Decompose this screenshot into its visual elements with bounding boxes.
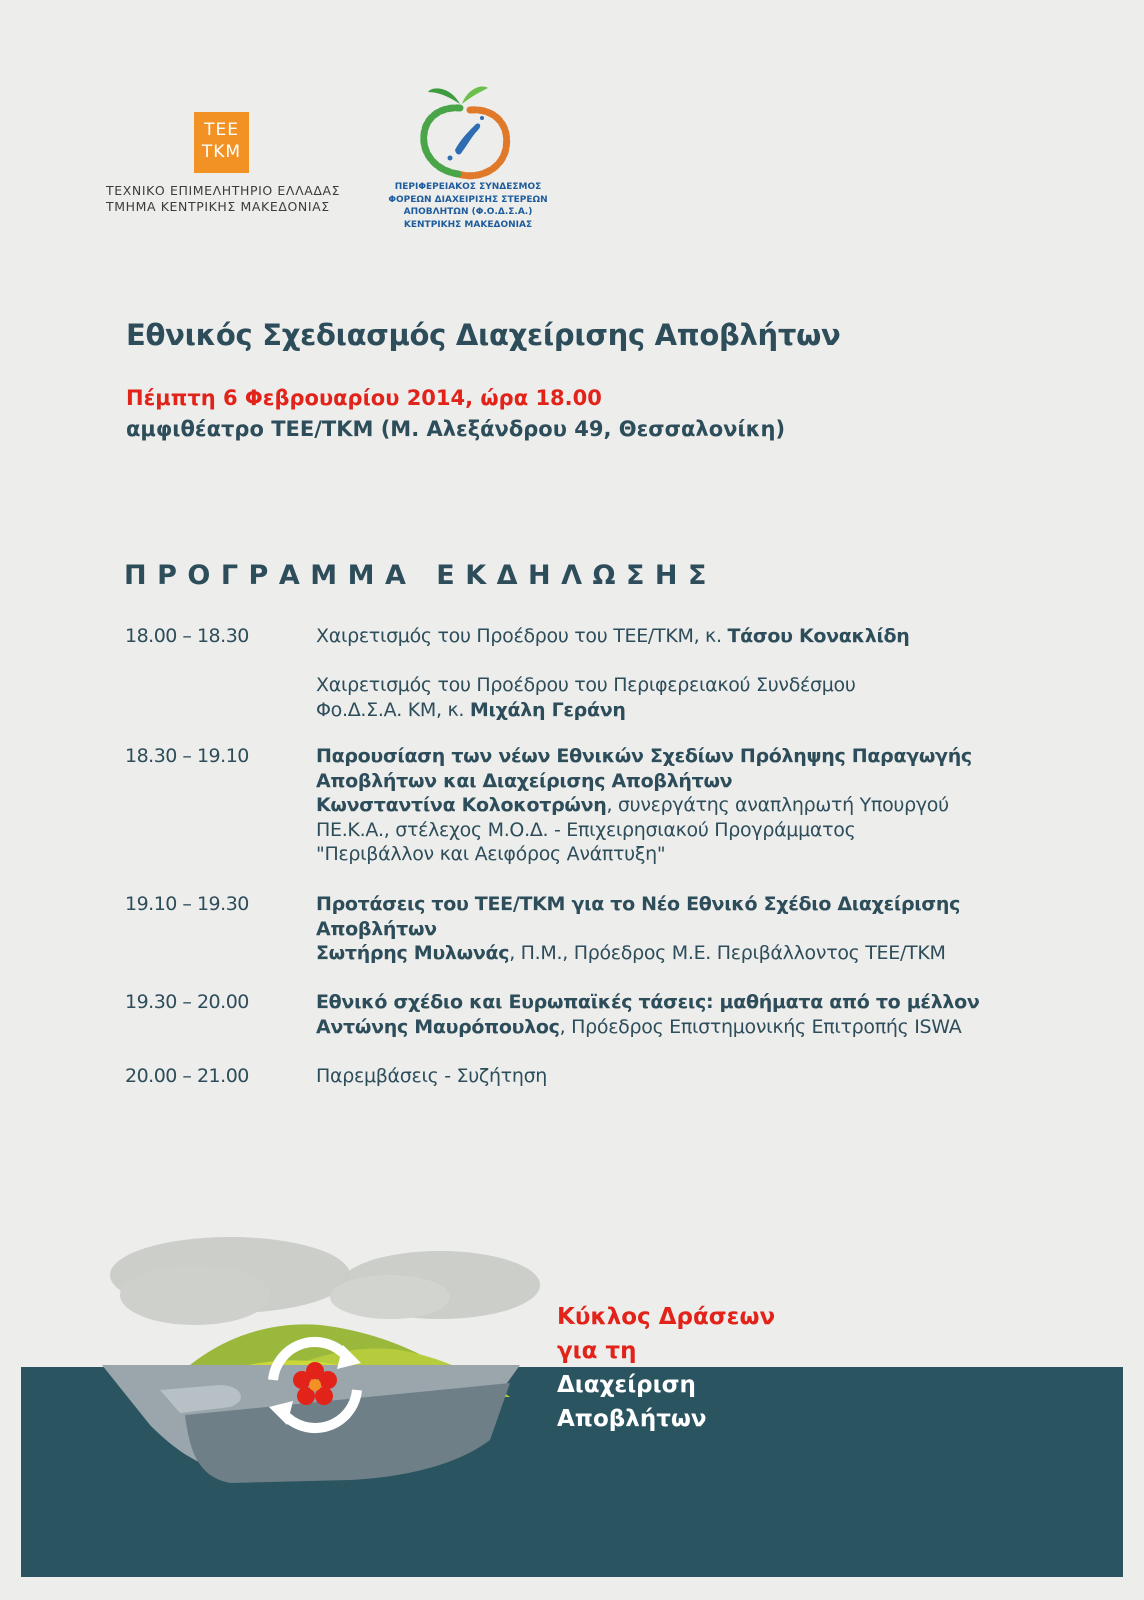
speaker-name: Σωτήρης Μυλωνάς: [316, 942, 510, 964]
speaker-name: Τάσου Κονακλίδη: [727, 625, 910, 647]
program-item: [316, 744, 972, 867]
tee-caption: [106, 183, 346, 215]
event-title: Εθνικός Σχεδιασμός Διαχείρισης Αποβλήτων: [126, 318, 841, 352]
recycling-illustration-icon: [90, 1225, 550, 1515]
program-item-text: Φο.Δ.Σ.Α. ΚΜ, κ.: [316, 698, 470, 721]
program-time: 18.30 – 19.10: [125, 745, 249, 767]
program-time: 18.00 – 18.30: [125, 625, 249, 647]
campaign-title-line3: Διαχείριση: [557, 1372, 696, 1398]
program-time: 19.10 – 19.30: [125, 893, 249, 915]
talk-title: Παρουσίαση των νέων Εθνικών Σχεδίων Πρόληψης Παραγωγής: [316, 745, 972, 767]
tee-logo: [194, 112, 249, 173]
tee-caption-line2: ΤΜΗΜΑ ΚΕΝΤΡΙΚΗΣ ΜΑΚΕΔΟΝΙΑΣ: [106, 199, 330, 214]
campaign-title-line4: Αποβλήτων: [557, 1406, 707, 1432]
program-heading: ΠΡΟΓΡΑΜΜΑ ΕΚΔΗΛΩΣΗΣ: [124, 560, 717, 591]
speaker-role: , Πρόεδρος Επιστημονικής Επιτροπής ISWA: [559, 1015, 962, 1038]
program-time: 20.00 – 21.00: [125, 1065, 249, 1087]
event-date: Πέμπτη 6 Φεβρουαρίου 2014, ώρα 18.00: [126, 386, 602, 410]
talk-title: Εθνικό σχέδιο και Ευρωπαϊκές τάσεις: μαθήματα από το μέλλον: [316, 991, 980, 1013]
program-item: [316, 1064, 956, 1089]
campaign-title-line2: για τη: [557, 1338, 637, 1364]
program-item: [316, 990, 980, 1039]
tee-caption-line1: ΤΕΧΝΙΚΟ ΕΠΙΜΕΛΗΤΗΡΙΟ ΕΛΛΑΔΑΣ: [106, 183, 341, 198]
fodsa-caption-line1: ΠΕΡΙΦΕΡΕΙΑΚΟΣ ΣΥΝΔΕΣΜΟΣ: [394, 182, 542, 192]
program-item: [316, 673, 956, 722]
program-item-text: Παρεμβάσεις - Συζήτηση: [316, 1065, 548, 1087]
fodsa-logo-icon: [410, 80, 525, 185]
tee-logo-line1: TEE: [204, 120, 239, 140]
speaker-name: Κωνσταντίνα Κολοκοτρώνη: [316, 794, 607, 816]
program-item-text: Χαιρετισμός του Προέδρου του Περιφερειακού Συνδέσμου: [316, 674, 856, 696]
talk-title: Αποβλήτων και Διαχείρισης Αποβλήτων: [316, 769, 733, 792]
fodsa-caption-line2: ΦΟΡΕΩΝ ΔΙΑΧΕΙΡΙΣΗΣ ΣΤΕΡΕΩΝ: [388, 194, 548, 205]
speaker-role: ΠΕ.Κ.Α., στέλεχος Μ.Ο.Δ. - Επιχειρησιακού Προγράμματος: [316, 818, 856, 841]
fodsa-caption-line3: ΑΠΟΒΛΗΤΩΝ (Φ.Ο.Δ.Σ.Α.): [403, 207, 533, 217]
talk-title: Αποβλήτων: [316, 917, 437, 940]
talk-title: Προτάσεις του ΤΕΕ/ΤΚΜ για το Νέο Εθνικό Σχέδιο Διαχείρισης: [316, 893, 961, 915]
speaker-role: , συνεργάτης αναπληρωτή Υπουργού: [606, 794, 949, 816]
speaker-name: Μιχάλη Γεράνη: [469, 698, 626, 721]
campaign-title: [557, 1300, 775, 1436]
program-item-text: Χαιρετισμός του Προέδρου του ΤΕΕ/ΤΚΜ, κ.: [316, 625, 728, 647]
speaker-name: Αντώνης Μαυρόπουλος: [316, 1015, 560, 1038]
tee-logo-line2: TKM: [201, 142, 242, 162]
fodsa-caption: [378, 181, 558, 231]
program-time: 19.30 – 20.00: [125, 991, 249, 1013]
fodsa-caption-line4: ΚΕΝΤΡΙΚΗΣ ΜΑΚΕΔΟΝΙΑΣ: [403, 219, 533, 230]
campaign-title-line1: Κύκλος Δράσεων: [557, 1304, 776, 1330]
speaker-role: "Περιβάλλον και Αειφόρος Ανάπτυξη": [316, 843, 666, 865]
program-item: [316, 624, 956, 649]
speaker-role: , Π.Μ., Πρόεδρος Μ.Ε. Περιβάλλοντος ΤΕΕ/ΤΚΜ: [509, 942, 946, 964]
event-venue: αμφιθέατρο ΤΕΕ/ΤΚΜ (Μ. Αλεξάνδρου 49, Θεσσαλονίκη): [126, 417, 786, 441]
program-item: [316, 892, 961, 966]
